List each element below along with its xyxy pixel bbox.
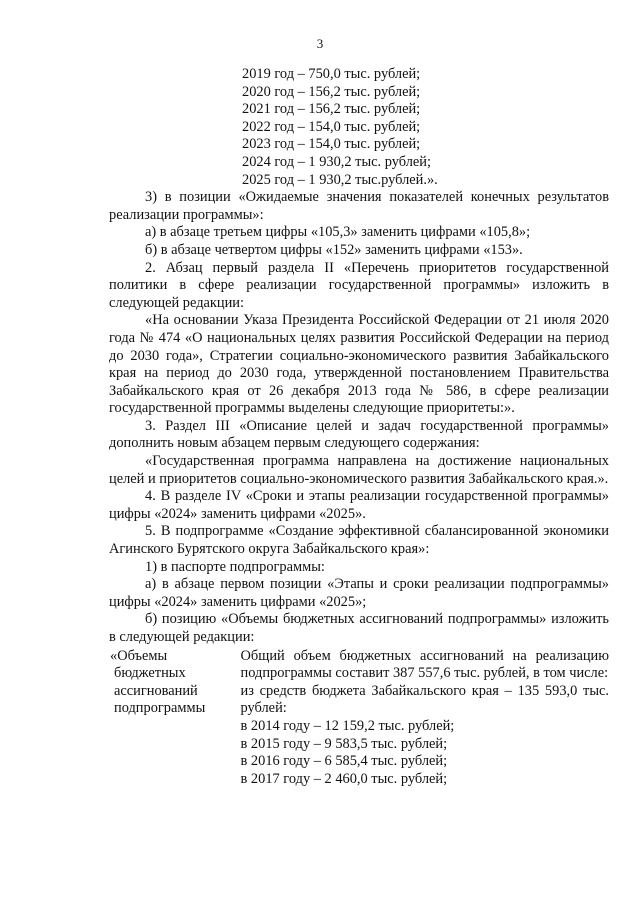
list-item: 2019 год – 750,0 тыс. рублей; xyxy=(242,66,421,82)
list-item: в 2017 году – 2 460,0 тыс. рублей; xyxy=(240,770,448,787)
table-value-text: из средств бюджета Забайкальского края – 135 593,0 тыс. рублей: xyxy=(240,682,609,717)
list-item: 2023 год – 154,0 тыс. рублей; xyxy=(242,136,421,153)
paragraph: «Государственная программа направлена на достижение национальных целей и приоритетов социально-экономического развития Забайкальского края.». xyxy=(109,453,609,487)
budget-table xyxy=(109,648,609,789)
table-label-cell xyxy=(109,648,231,789)
paragraph: «На основании Указа Президента Российской Федерации от 21 июля 2020 года № 474 «О национальных целях развития Российской Федерации на период до 2030 года», Стратегии социально-экономического развития Забайкальского края на период до 2030 года, утвержденной постановлением Правительства Забайкальского края от 26 декабря 2013 года № 586, в сфере реализации государственной программы выделены следующие приоритеты:». xyxy=(109,312,609,417)
table-label-line: подпрограммы xyxy=(114,700,206,717)
paragraph: 4. В разделе IV «Сроки и этапы реализации государственной программы» цифры «2024» заменить цифрами «2025». xyxy=(109,488,609,522)
table-label-line: «Объемы xyxy=(110,647,168,664)
list-item: в 2015 году – 9 583,5 тыс. рублей; xyxy=(240,735,448,752)
page-number: 3 xyxy=(316,36,324,51)
document-body xyxy=(109,66,609,788)
paragraph: 5. В подпрограмме «Создание эффективной сбалансированной экономики Агинского Бурятского округа Забайкальского края»: xyxy=(109,523,609,558)
paragraph: 1) в паспорте подпрограммы: xyxy=(145,558,325,575)
paragraph: б) в абзаце четвертом цифры «152» заменить цифрами «153». xyxy=(145,241,523,258)
paragraph: 2. Абзац первый раздела II «Перечень приоритетов государственной политики в сфере реализации государственной программы» изложить в следующей редакции: xyxy=(109,259,609,311)
year-list xyxy=(242,66,609,189)
table-label-line: бюджетных xyxy=(114,665,186,682)
paragraph: 3) в позиции «Ожидаемые значения показателей конечных результатов реализации программы»: xyxy=(109,189,609,223)
paragraph: б) позицию «Объемы бюджетных ассигнований подпрограммы» изложить в следующей редакции: xyxy=(109,611,609,645)
table-value-text: Общий объем бюджетных ассигнований на реализацию подпрограммы составит 387 557,6 тыс. рублей, в том числе: xyxy=(240,647,609,682)
paragraph: а) в абзаце третьем цифры «105,3» заменить цифрами «105,8»; xyxy=(145,224,531,241)
list-item: 2025 год – 1 930,2 тыс.рублей.». xyxy=(242,171,438,188)
list-item: в 2014 году – 12 159,2 тыс. рублей; xyxy=(240,717,455,734)
table-label-line: ассигнований xyxy=(114,682,198,699)
list-item: 2022 год – 154,0 тыс. рублей; xyxy=(242,118,421,135)
list-item: в 2016 году – 6 585,4 тыс. рублей; xyxy=(240,753,448,770)
table-value-cell xyxy=(241,648,609,789)
list-item: 2021 год – 156,2 тыс. рублей; xyxy=(242,101,421,118)
list-item: 2020 год – 156,2 тыс. рублей; xyxy=(242,83,421,100)
list-item: 2024 год – 1 930,2 тыс. рублей; xyxy=(242,153,431,170)
paragraph: а) в абзаце первом позиции «Этапы и сроки реализации подпрограммы» цифры «2024» заменить цифрами «2025»; xyxy=(109,576,609,610)
paragraph: 3. Раздел III «Описание целей и задач государственной программы» дополнить новым абзацем первым следующего содержания: xyxy=(109,417,609,452)
